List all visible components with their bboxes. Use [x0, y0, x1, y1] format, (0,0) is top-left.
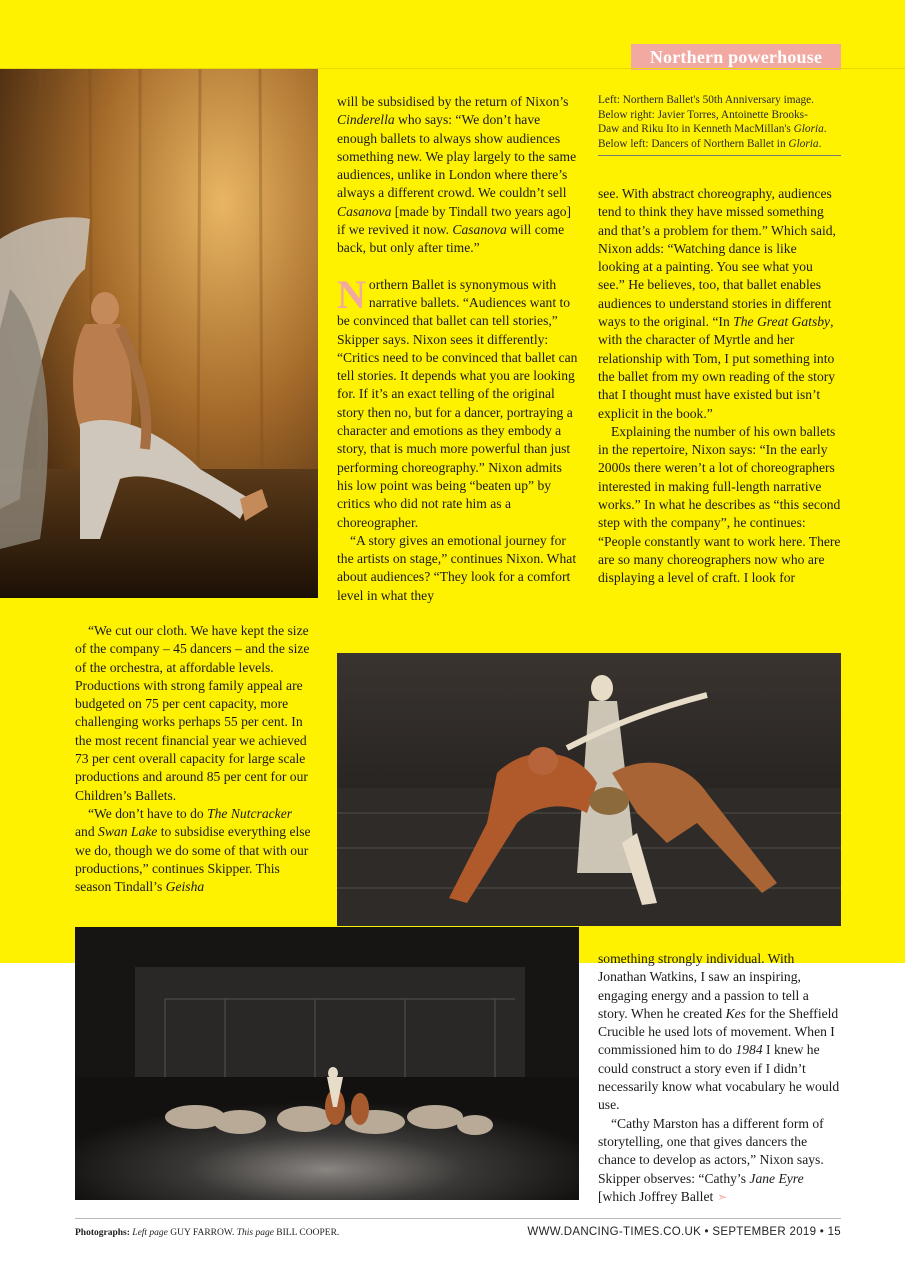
credits-left-page-name: GUY FARROW.	[167, 1228, 237, 1238]
left-p2-text-a: “We don’t have to do	[88, 805, 208, 821]
caption-line-4	[598, 137, 841, 152]
bottom-right-p1-title-kes: Kes	[725, 1005, 746, 1021]
middle-paragraph-3: “A story gives an emotional journey for the artists on stage,” continues Nixon. What about audiences? “They look for a comfort level in what they	[337, 532, 577, 603]
caption-line-3-text: Daw and Riku Ito in Kenneth MacMillan's	[598, 123, 794, 136]
page-folio: WWW.DANCING-TIMES.CO.UK • SEPTEMBER 2019 • 15	[527, 1226, 841, 1238]
bottom-right-paragraph-2	[598, 1115, 841, 1206]
right-p1-text: see. With abstract choreography, audiences tend to think they have missed something and that’s a problem for them.” Which said, Nixon adds: “Watching dance is like looking at a painting. You see what you see.” He believes, too, that ballet enables audiences to understand stories in different ways to the original. “In	[598, 186, 836, 330]
continued-arrow-icon: ➣	[717, 1189, 728, 1204]
caption-line-3	[598, 122, 841, 137]
drop-cap-n: N	[337, 271, 366, 317]
bottom-right-p2-text-c: [which Joffrey Ballet	[598, 1188, 714, 1204]
bottom-right-p2-text-a: “Cathy Marston has a different form of storytelling, one that gives dancers the chance to develop as actors,” Nixon says. Skipper observes: “Cathy’s	[598, 1115, 824, 1186]
photo-anniversary-dancer-graphic	[0, 69, 318, 598]
credits-this-page-label: This page	[236, 1228, 274, 1238]
column-bottom-right	[598, 950, 841, 1206]
photo-gloria-ensemble-graphic	[75, 927, 579, 1200]
left-p2-title-geisha: Geisha	[165, 879, 205, 895]
left-paragraph-1: “We cut our cloth. We have kept the size of the company – 45 dancers – and the size of the orchestra, at affordable levels. Productions with strong family appeal are budgeted on 75 per cent capacity, more challenging works perhaps 55 per cent. In the most recent financial year we achieved 73 per cent overall capacity for large scale productions and around 85 per cent for our Children’s Ballets.	[75, 623, 310, 803]
bottom-right-p1-text-a: something strongly individual. With Jonathan Watkins, I saw an inspiring, engaging energy and a passion to tell a story. When he created	[598, 951, 809, 1021]
right-p1-title-gatsby: The Great Gatsby	[733, 314, 831, 330]
middle-p1-title-casanova-2: Casanova	[452, 222, 507, 238]
photo-caption	[598, 93, 841, 156]
caption-line-1: Left: Northern Ballet's 50th Anniversary image.	[598, 94, 814, 106]
middle-paragraph-2	[337, 271, 578, 532]
left-paragraph-2	[75, 805, 313, 896]
section-title-tab: Northern powerhouse	[631, 44, 841, 70]
caption-line-3-title: Gloria	[793, 123, 824, 136]
middle-paragraph-1	[337, 93, 578, 258]
middle-p1-text-e: [made by Tindall two years ago] if we revived it now.	[337, 203, 572, 238]
caption-line-2: Below right: Javier Torres, Antoinette Brooks-	[598, 108, 808, 121]
column-left	[75, 622, 313, 896]
left-p2-text-c: and	[75, 824, 99, 840]
bottom-right-paragraph-1	[598, 950, 841, 1115]
middle-p2-text: orthern Ballet is synonymous with narrative ballets. “Audiences want to be convinced that ballet can tell stories,” Skipper says. Nixon sees it differently: “Critics need to be convinced that ballet can tell stories. It depends what you are looking for. If it’s an exact telling of the original story then no, but for a dancer, portraying a character and emotions as they embody a story, that is much more powerful than just performing choreography.” Nixon admits his low point was being “beaten up” by critics who did not rate him as a choreographer.	[337, 276, 578, 530]
middle-p1-title-casanova: Casanova	[337, 203, 392, 219]
photo-anniversary-dancer	[0, 69, 318, 598]
bottom-right-p1-text-e: I knew he could construct a story even if I didn’t necessarily know what vocabulary he would use.	[598, 1042, 840, 1113]
column-middle	[337, 93, 578, 605]
middle-p1-title-cinderella: Cinderella	[337, 112, 395, 128]
caption-line-4-title: Gloria	[788, 137, 819, 150]
photo-gloria-trio	[337, 653, 841, 926]
caption-line-3-end: .	[823, 123, 827, 136]
middle-p1-text-a: will be subsidised by the return of Nixon’s	[337, 94, 569, 109]
photo-gloria-ensemble	[75, 927, 579, 1200]
middle-p1-text-g: will come back, but only after time.”	[337, 222, 565, 256]
caption-line-4-text: Below left: Dancers of Northern Ballet in	[598, 137, 789, 150]
caption-line-4-end: .	[818, 137, 822, 150]
bottom-right-p1-title-1984: 1984	[735, 1042, 763, 1058]
bottom-right-p2-title-jane-eyre: Jane Eyre	[749, 1170, 804, 1186]
photo-credits	[75, 1228, 339, 1238]
left-p2-title-nutcracker: The Nutcracker	[207, 805, 293, 821]
right-p1-text-c: , with the character of Myrtle and her relationship with Tom, I put something into the ballet from my own reading of the story that I thought must have existed but isn’t explicit in the book.”	[598, 314, 836, 421]
footer-rule	[75, 1218, 841, 1219]
credits-left-page-label: Left page	[132, 1228, 168, 1238]
right-paragraph-2: Explaining the number of his own ballets in the repertoire, Nixon says: “In the early 2000s there weren’t a lot of choreographers interested in making full-length narrative works.” In what he describes as “this second step with the company”, he continues: “People constantly want to work here. There are so many choreographers now who are displaying a level of craft. I look for	[598, 423, 841, 586]
left-p2-title-swan-lake: Swan Lake	[98, 824, 158, 840]
right-paragraph-1	[598, 185, 841, 423]
credits-label: Photographs:	[75, 1228, 133, 1238]
middle-p1-text-c: who says: “We don’t have enough ballets to always show audiences something new. We play largely to the same audiences, unlike in London where there’s always a different crowd. We couldn’t sell	[337, 112, 577, 201]
column-right	[598, 185, 841, 588]
credits-this-page-name: BILL COOPER.	[273, 1228, 340, 1238]
photo-gloria-trio-graphic	[337, 653, 841, 926]
left-p2-text-e: to subsidise everything else we do, though we do some of that with our productions,” continues Skipper. This season Tindall’s	[75, 824, 311, 895]
bottom-right-p1-text-c: for the Sheffield Crucible he used lots of movement. When I commissioned him to do	[598, 1005, 839, 1058]
